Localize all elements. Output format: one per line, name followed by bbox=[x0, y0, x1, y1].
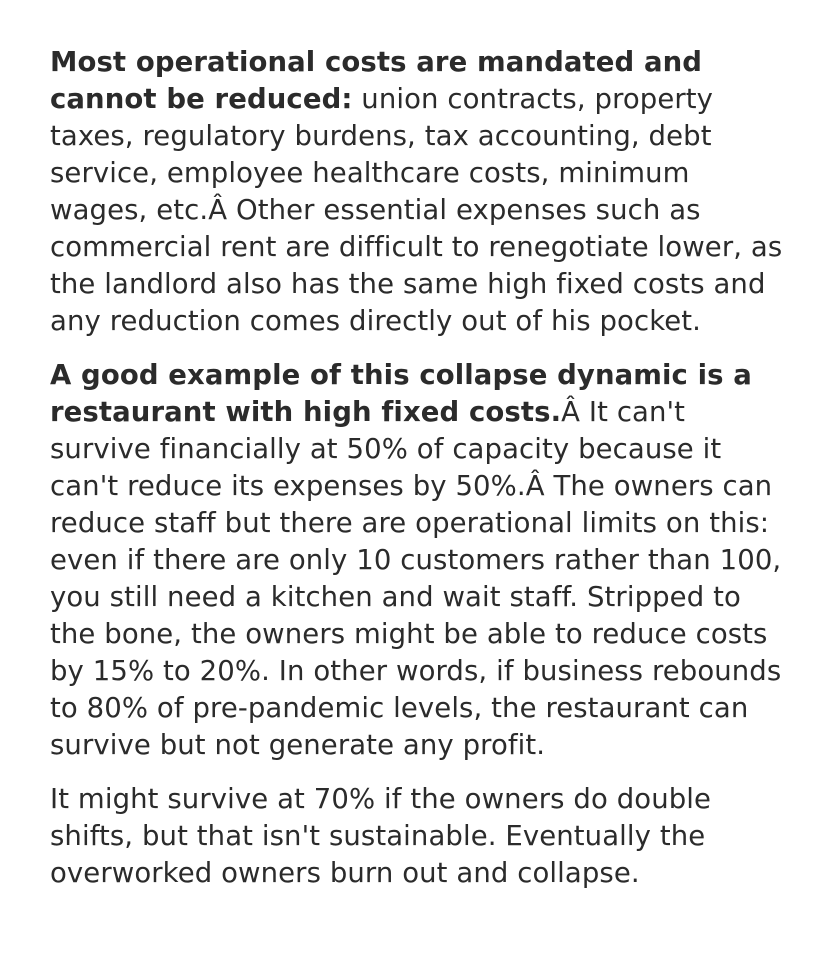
paragraph-conclusion bbox=[50, 781, 785, 892]
paragraph-lead-bold: A good example of this collapse dynamic is a restaurant with high fixed costs. bbox=[50, 359, 752, 428]
paragraph-lead-bold: Most operational costs are mandated and cannot be reduced: bbox=[50, 46, 703, 115]
paragraph-fixed-costs bbox=[50, 44, 785, 340]
paragraph-text: Â It can't survive financially at 50% of capacity because it can't reduce its expenses by 50%.Â The owners can reduce staff but there are operational limits on this: even if there are only 10 customers rather than 100, you still need a kitchen and wait staff. Stripped to the bone, the owners might be able to reduce costs by 15% to 20%. In other words, if business rebounds to 80% of pre-pandemic levels, the restaurant can survive but not generate any profit. bbox=[50, 396, 782, 761]
paragraph-text: It might survive at 70% if the owners do double shifts, but that isn't sustainable. Eventually the overworked owners burn out and collapse. bbox=[50, 783, 712, 889]
paragraph-restaurant-example bbox=[50, 357, 785, 764]
paragraph-text: union contracts, property taxes, regulatory burdens, tax accounting, debt service, employee healthcare costs, minimum wages, etc.Â Other essential expenses such as commercial rent are difficult to renegotiate lower, as the landlord also has the same high fixed costs and any reduction comes directly out of his pocket. bbox=[50, 83, 783, 337]
article-body bbox=[50, 44, 785, 892]
